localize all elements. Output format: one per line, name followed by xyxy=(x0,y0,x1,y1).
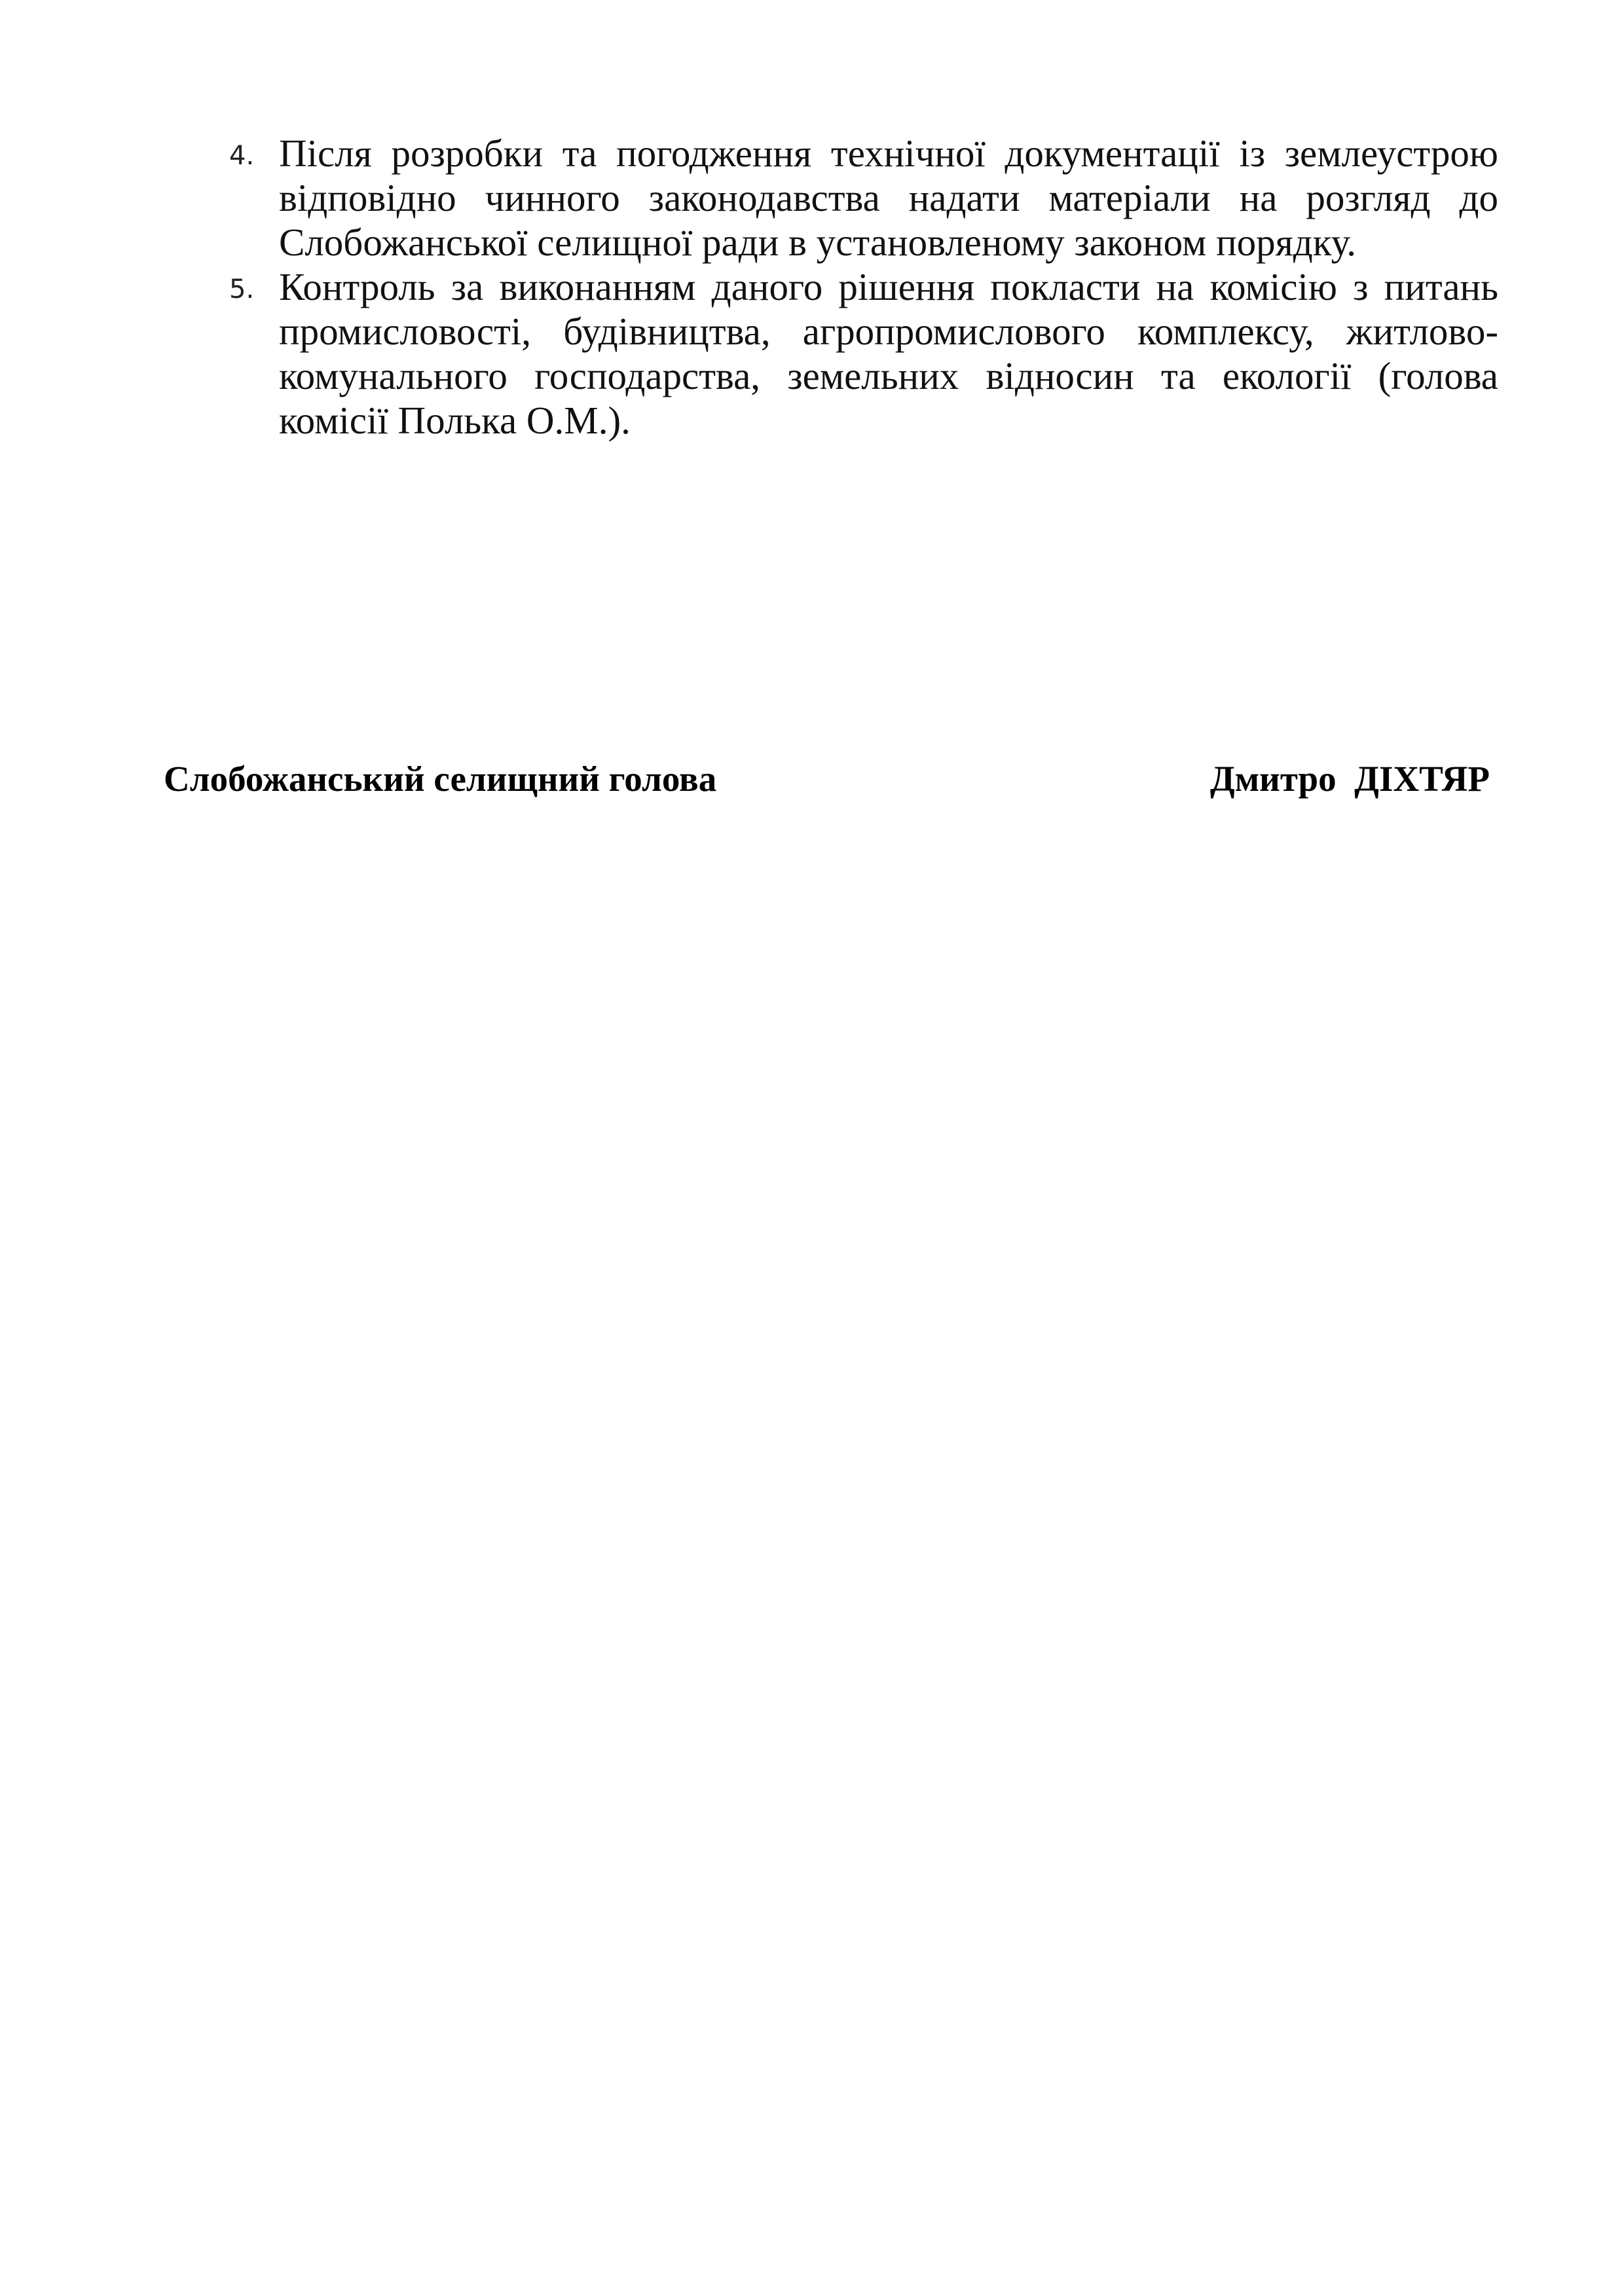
clause-4 xyxy=(223,131,1498,264)
signatory-title: Слобожанський селищний голова xyxy=(164,759,717,799)
clause-text: Контроль за виконанням даного рішення покласти на комісію з питань промисловості, будівництва, агропромислового комплексу, житлово-комунального господарства, земельних відносин та екології (голова комісії Полька О.М.). xyxy=(279,265,1498,442)
clause-number: 4. xyxy=(229,141,255,171)
clause-5 xyxy=(223,264,1498,443)
signature-block xyxy=(164,753,1490,805)
clause-number: 5. xyxy=(229,274,255,304)
decision-clauses-list xyxy=(223,131,1498,443)
signatory-name: Дмитро ДІХТЯР xyxy=(1209,759,1490,799)
clause-text: Після розробки та погодження технічної документації із землеустрою відповідно чинного законодавства надати матеріали на розгляд до Слобожанської селищної ради в установленому законом порядку. xyxy=(279,132,1498,264)
